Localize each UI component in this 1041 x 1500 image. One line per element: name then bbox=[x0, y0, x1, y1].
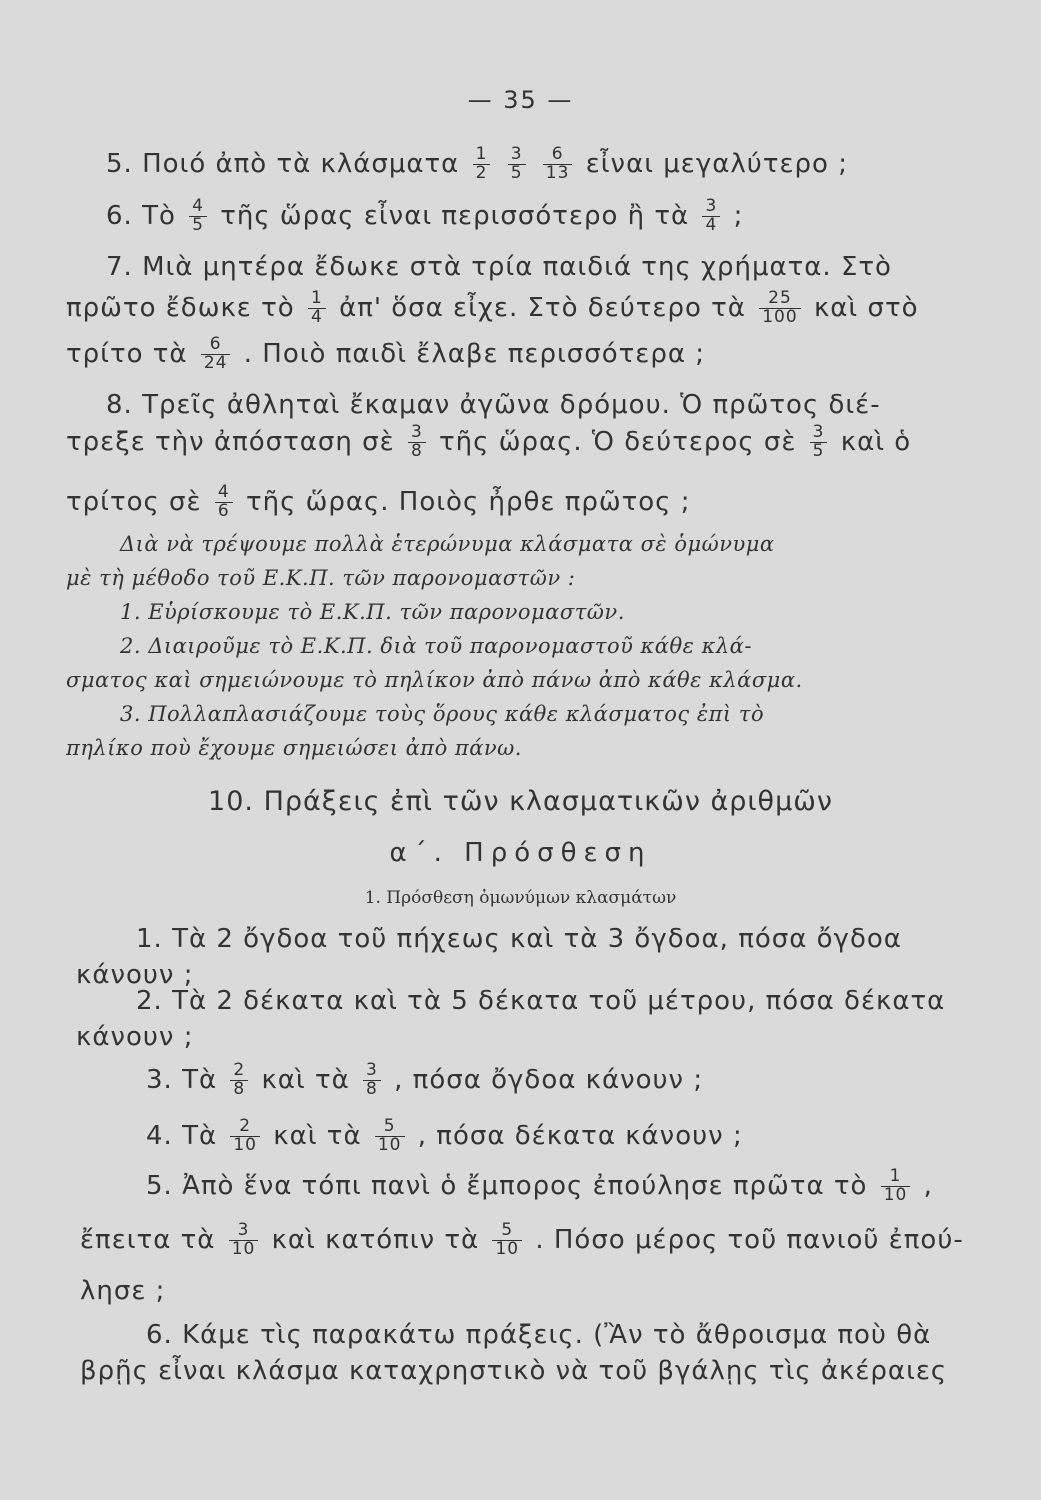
text: , bbox=[923, 1170, 933, 1201]
rule-line-4: 2. Διαιροῦμε τὸ Ε.Κ.Π. διὰ τοῦ παρονομαστοῦ κάθε κλά- bbox=[120, 634, 752, 658]
numerator: 1 bbox=[889, 1166, 902, 1186]
fraction bbox=[229, 1222, 259, 1259]
denominator: 2 bbox=[473, 164, 491, 183]
denominator: 6 bbox=[215, 502, 233, 521]
exercise-8-line-3 bbox=[66, 484, 690, 521]
numerator: 2 bbox=[239, 1116, 252, 1136]
rule-line-2: μὲ τὴ μέθοδο τοῦ Ε.Κ.Π. τῶν παρονομαστῶν : bbox=[66, 566, 576, 590]
addition-exercise-1-line-1: 1. Τὰ 2 ὄγδοα τοῦ πήχεως καὶ τὰ 3 ὄγδοα, πόσα ὄγδοα bbox=[136, 924, 902, 954]
exercise-6-line bbox=[106, 198, 743, 235]
denominator: 24 bbox=[201, 354, 231, 373]
denominator: 10 bbox=[230, 1136, 260, 1155]
text: τῆς ὥρας. Ποιὸς ἦρθε πρῶτος ; bbox=[245, 486, 691, 517]
numerator: 3 bbox=[366, 1060, 378, 1080]
numerator: 6 bbox=[551, 144, 564, 164]
numerator: 6 bbox=[209, 334, 222, 354]
numerator: 3 bbox=[812, 422, 825, 442]
page-number: — 35 — bbox=[467, 86, 574, 114]
fraction bbox=[201, 336, 231, 373]
rule-line-7: πηλίκο ποὺ ἔχουμε σημειώσει ἀπὸ πάνω. bbox=[66, 736, 522, 760]
denominator: 13 bbox=[543, 164, 573, 183]
exercise-7-line-3 bbox=[66, 336, 705, 373]
fraction bbox=[215, 484, 233, 521]
text: τρίτο τὰ bbox=[66, 338, 188, 369]
fraction bbox=[543, 146, 573, 183]
denominator: 10 bbox=[492, 1240, 522, 1259]
exercise-6-mid: τῆς ὥρας εἶναι περισσότερο ἢ τὰ bbox=[220, 200, 690, 231]
exercise-8-line-1: 8. Τρεῖς ἀθληταὶ ἔκαμαν ἀγῶνα δρόμου. Ὁ πρῶτος διέ- bbox=[106, 390, 881, 420]
addition-exercise-5-line-1 bbox=[146, 1168, 933, 1205]
rule-line-1: Διὰ νὰ τρέψουμε πολλὰ ἑτερώνυμα κλάσματα σὲ ὁμώνυμα bbox=[120, 532, 775, 556]
fraction bbox=[702, 198, 720, 235]
section-heading: 10. Πράξεις ἐπὶ τῶν κλασματικῶν ἀριθμῶν bbox=[208, 786, 833, 817]
rule-line-3: 1. Εὑρίσκουμε τὸ Ε.Κ.Π. τῶν παρονομαστῶν. bbox=[120, 600, 625, 624]
numerator: 3 bbox=[237, 1220, 250, 1240]
denominator: 10 bbox=[229, 1240, 259, 1259]
addition-exercise-4-line bbox=[146, 1118, 743, 1155]
exercise-7-line-2 bbox=[66, 290, 919, 327]
addition-exercise-1-line-2: κάνουν ; bbox=[76, 960, 194, 990]
numerator: 25 bbox=[768, 288, 792, 308]
addition-exercise-3-line bbox=[146, 1062, 703, 1099]
text: καὶ τὰ bbox=[261, 1064, 350, 1095]
exercise-6-end: ; bbox=[733, 200, 744, 231]
denominator: 5 bbox=[810, 442, 828, 461]
addition-exercise-5-line-3: λησε ; bbox=[80, 1276, 166, 1306]
text: ἔπειτα τὰ bbox=[80, 1224, 216, 1255]
denominator: 4 bbox=[702, 216, 720, 235]
addition-exercise-6-line-1: 6. Κάμε τὶς παρακάτω πράξεις. (Ἂν τὸ ἄθροισμα ποὺ θὰ bbox=[146, 1320, 932, 1350]
numerator: 1 bbox=[310, 288, 323, 308]
denominator: 4 bbox=[308, 308, 326, 327]
numerator: 5 bbox=[501, 1220, 514, 1240]
text: πρῶτο ἔδωκε τὸ bbox=[66, 292, 295, 323]
fraction bbox=[230, 1062, 248, 1099]
exercise-5-line bbox=[106, 146, 848, 183]
text: καὶ ὁ bbox=[840, 426, 912, 457]
text: καὶ στὸ bbox=[813, 292, 919, 323]
fraction bbox=[508, 146, 526, 183]
text: , πόσα δέκατα κάνουν ; bbox=[417, 1120, 743, 1151]
text: καὶ κατόπιν τὰ bbox=[271, 1224, 480, 1255]
denominator: 100 bbox=[759, 308, 800, 327]
fraction bbox=[492, 1222, 522, 1259]
fraction bbox=[189, 198, 207, 235]
numerator: 4 bbox=[192, 196, 204, 216]
denominator: 5 bbox=[189, 216, 207, 235]
addition-exercise-2-line-1: 2. Τὰ 2 δέκατα καὶ τὰ 5 δέκατα τοῦ μέτρου, πόσα δέκατα bbox=[136, 986, 946, 1016]
text: τῆς ὥρας. Ὁ δεύτερος σὲ bbox=[439, 426, 797, 457]
fraction bbox=[375, 1118, 405, 1155]
fraction bbox=[363, 1062, 381, 1099]
numerator: 2 bbox=[233, 1060, 246, 1080]
denominator: 8 bbox=[230, 1080, 248, 1099]
text: τρίτος σὲ bbox=[66, 486, 202, 517]
denominator: 8 bbox=[363, 1080, 381, 1099]
denominator: 10 bbox=[375, 1136, 405, 1155]
addition-exercise-5-line-2 bbox=[80, 1222, 964, 1259]
text: . Πόσο μέρος τοῦ πανιοῦ ἐπού- bbox=[535, 1224, 964, 1255]
fraction bbox=[473, 146, 491, 183]
text: καὶ τὰ bbox=[273, 1120, 362, 1151]
section-subsubheading: 1. Πρόσθεση ὁμωνύμων κλασμάτων bbox=[364, 888, 677, 908]
numerator: 5 bbox=[383, 1116, 396, 1136]
numerator: 3 bbox=[705, 196, 718, 216]
exercise-6-start: 6. Τὸ bbox=[106, 200, 176, 231]
fraction bbox=[881, 1168, 911, 1205]
addition-exercise-6-line-2: βρῇς εἶναι κλάσμα καταχρηστικὸ νὰ τοῦ βγάλῃς τὶς ἀκέραιες bbox=[80, 1356, 948, 1386]
text: 5. Ἀπὸ ἕνα τόπι πανὶ ὁ ἔμπορος ἐπούλησε πρῶτα τὸ bbox=[146, 1170, 868, 1201]
addition-exercise-2-line-2: κάνουν ; bbox=[76, 1022, 194, 1052]
section-subheading: α΄. Πρόσθεση bbox=[389, 838, 652, 868]
exercise-5-text: 5. Ποιό ἀπὸ τὰ κλάσματα bbox=[106, 148, 460, 179]
exercise-5-end: εἶναι μεγαλύτερο ; bbox=[585, 148, 848, 179]
rule-line-5: σματος καὶ σημειώνουμε τὸ πηλίκον ἀπὸ πάνω ἀπὸ κάθε κλάσμα. bbox=[66, 668, 803, 692]
numerator: 3 bbox=[410, 422, 423, 442]
numerator: 4 bbox=[217, 482, 230, 502]
denominator: 5 bbox=[508, 164, 526, 183]
numerator: 3 bbox=[510, 144, 523, 164]
text: 4. Τὰ bbox=[146, 1120, 218, 1151]
exercise-8-line-2 bbox=[66, 424, 911, 461]
text: 3. Τὰ bbox=[146, 1064, 218, 1095]
fraction bbox=[308, 290, 326, 327]
fraction bbox=[230, 1118, 260, 1155]
text: ἀπ' ὅσα εἶχε. Στὸ δεύτερο τὰ bbox=[339, 292, 746, 323]
numerator: 1 bbox=[475, 144, 488, 164]
fraction bbox=[759, 290, 800, 327]
denominator: 10 bbox=[881, 1186, 911, 1205]
exercise-7-line-1: 7. Μιὰ μητέρα ἔδωκε στὰ τρία παιδιά της χρήματα. Στὸ bbox=[106, 252, 892, 282]
fraction bbox=[408, 424, 426, 461]
text: τρεξε τὴν ἀπόσταση σὲ bbox=[66, 426, 395, 457]
denominator: 8 bbox=[408, 442, 426, 461]
text: . Ποιὸ παιδὶ ἔλαβε περισσότερα ; bbox=[243, 338, 706, 369]
text: , πόσα ὄγδοα κάνουν ; bbox=[394, 1064, 704, 1095]
rule-line-6: 3. Πολλαπλασιάζουμε τοὺς ὅρους κάθε κλάσματος ἐπὶ τὸ bbox=[120, 702, 765, 726]
fraction bbox=[810, 424, 828, 461]
